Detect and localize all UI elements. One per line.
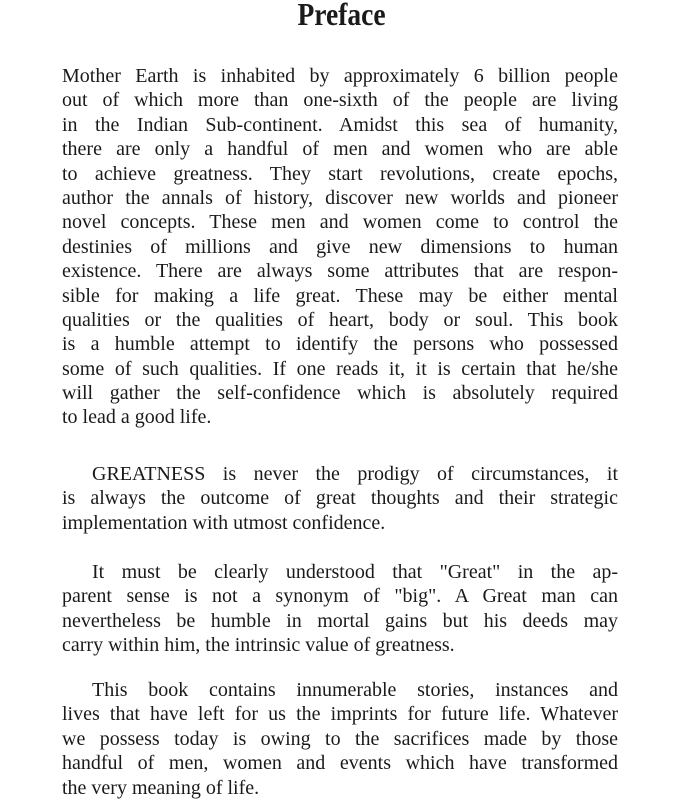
text-line: we possess today is owing to the sacrifices made by those <box>62 727 618 750</box>
text-line: to achieve greatness. They start revolutions, create epochs, <box>62 162 618 185</box>
text-line: nevertheless be humble in mortal gains but his deeds may <box>62 609 618 632</box>
text-line: to lead a good life. <box>62 406 212 429</box>
text-line: will gather the self-confidence which is absolutely required <box>62 382 618 405</box>
text-line: there are only a handful of men and women who are able <box>62 138 618 161</box>
text-line: lives that have left for us the imprints for future life. Whatever <box>62 703 618 726</box>
text-line: is a humble attempt to identify the persons who possessed <box>62 333 618 356</box>
paragraph-3 <box>62 560 618 658</box>
text-line: sible for making a life great. These may be either mental <box>62 284 618 307</box>
text-line: some of such qualities. If one reads it, it is certain that he/she <box>62 357 618 380</box>
paragraph-1 <box>62 64 618 430</box>
text-line: It must be clearly understood that "Great" in the ap- <box>92 561 618 583</box>
paragraph-2 <box>62 462 618 535</box>
text-line: destinies of millions and give new dimensions to human <box>62 235 618 258</box>
text-line: implementation with utmost confidence. <box>62 511 386 534</box>
text-line: GREATNESS is never the prodigy of circumstances, it <box>92 463 618 485</box>
text-line: This book contains innumerable stories, instances and <box>92 679 618 701</box>
text-line: out of which more than one-sixth of the people are living <box>62 89 618 112</box>
text-line: in the Indian Sub-continent. Amidst this sea of humanity, <box>62 113 618 136</box>
text-line: novel concepts. These men and women come to control the <box>62 211 618 234</box>
paragraph-4 <box>62 678 618 800</box>
text-line: parent sense is not a synonym of "big". A Great man can <box>62 585 618 608</box>
text-line: the very meaning of life. <box>62 776 260 799</box>
text-line: carry within him, the intrinsic value of greatness. <box>62 634 455 657</box>
text-line: is always the outcome of great thoughts and their strategic <box>62 487 618 510</box>
text-line: handful of men, women and events which have transformed <box>62 752 618 775</box>
page-title: Preface <box>297 0 386 32</box>
text-line: qualities or the qualities of heart, body or soul. This book <box>62 308 618 331</box>
text-line: existence. There are always some attributes that are respon- <box>62 260 618 283</box>
text-line: Mother Earth is inhabited by approximately 6 billion people <box>62 65 618 87</box>
text-line: author the annals of history, discover new worlds and pioneer <box>62 186 618 209</box>
